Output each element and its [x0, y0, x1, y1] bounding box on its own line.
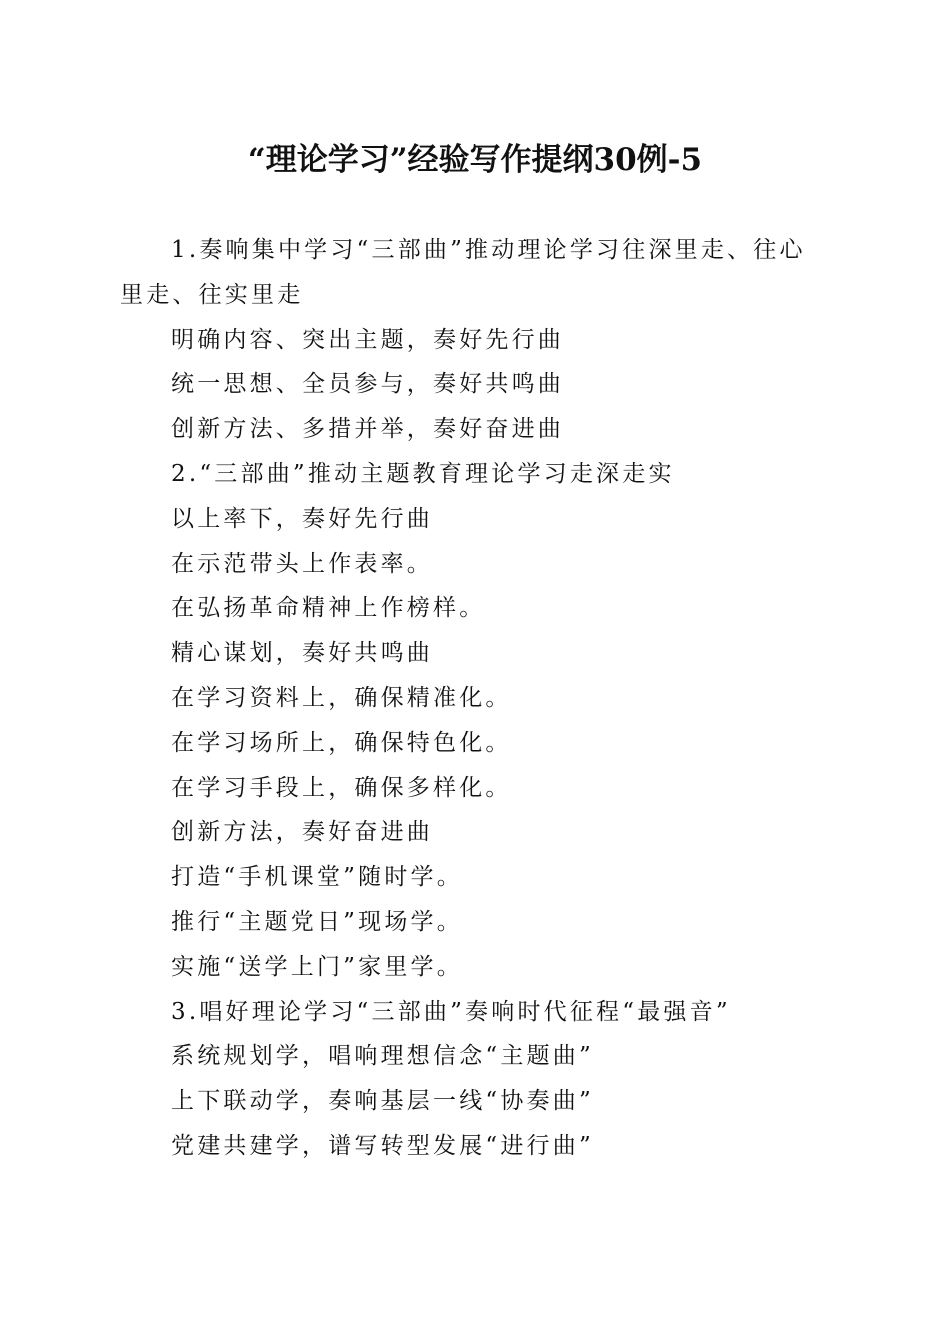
document-body	[120, 228, 830, 1169]
document-title: “理论学习”经验写作提纲30例-5	[247, 142, 703, 178]
heading-1: 1.奏响集中学习“三部曲”推动理论学习往深里走、往心里走、往实里走	[120, 237, 806, 308]
outline-item: 创新方法，奏好奋进曲	[171, 819, 433, 846]
outline-item: 在学习资料上，确保精准化。	[171, 684, 512, 711]
outline-item: 明确内容、突出主题，奏好先行曲	[171, 326, 564, 353]
outline-item: 统一思想、全员参与，奏好共鸣曲	[171, 371, 564, 398]
outline-item: 在学习手段上，确保多样化。	[171, 774, 512, 801]
heading-3: 3.唱好理论学习“三部曲”奏响时代征程“最强音”	[171, 998, 731, 1025]
outline-item: 创新方法、多措并举，奏好奋进曲	[171, 416, 564, 443]
outline-item: 精心谋划，奏好共鸣曲	[171, 640, 433, 667]
outline-item: 推行“主题党日”现场学。	[171, 908, 463, 935]
outline-item: 在学习场所上，确保特色化。	[171, 729, 512, 756]
outline-item: 以上率下，奏好先行曲	[171, 505, 433, 532]
outline-item: 上下联动学，奏响基层一线“协奏曲”	[171, 1088, 594, 1115]
outline-item: 打造“手机课堂”随时学。	[171, 864, 463, 891]
outline-item: 党建共建学，谱写转型发展“进行曲”	[171, 1132, 594, 1159]
outline-item: 在弘扬革命精神上作榜样。	[171, 595, 486, 622]
outline-item: 在示范带头上作表率。	[171, 550, 433, 577]
outline-item: 实施“送学上门”家里学。	[171, 953, 463, 980]
heading-2: 2.“三部曲”推动主题教育理论学习走深走实	[171, 460, 675, 487]
outline-item: 系统规划学，唱响理想信念“主题曲”	[171, 1043, 594, 1070]
